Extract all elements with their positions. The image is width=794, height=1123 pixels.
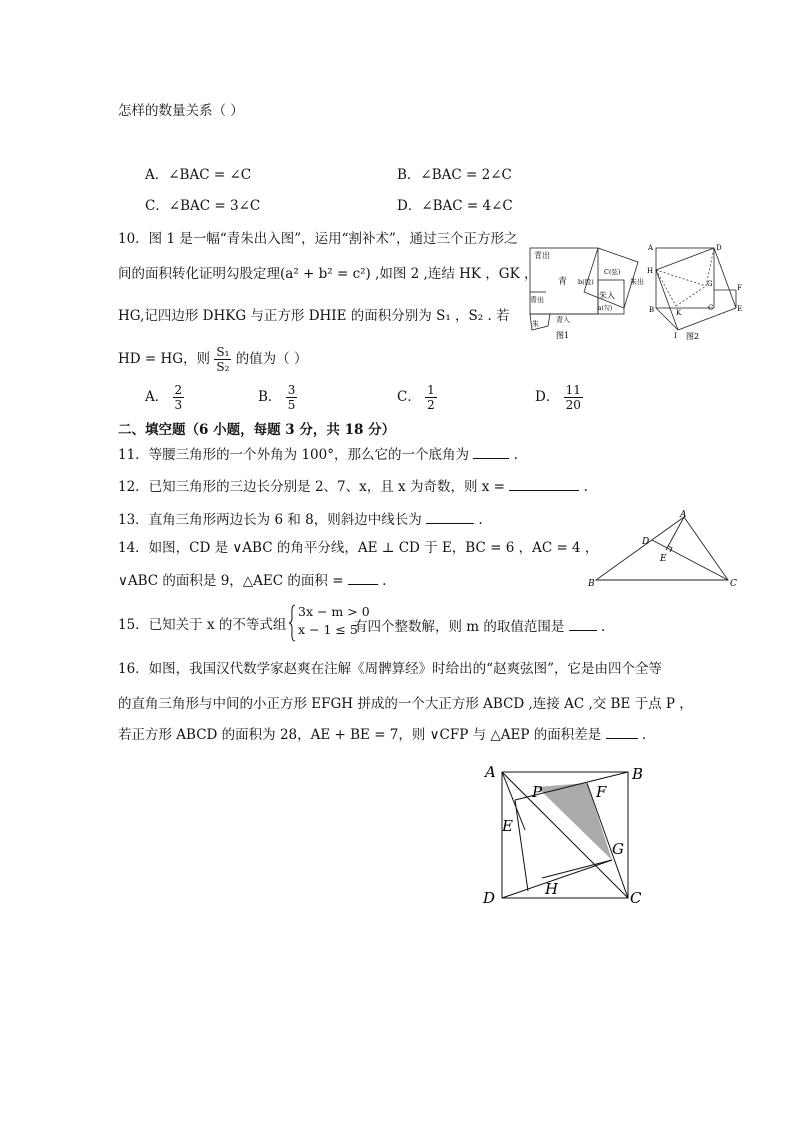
q14-figure	[586, 508, 746, 590]
q10-line1: 10．图 1 是一幅“青朱出入图”，运用“割补术”，通过三个正方形之	[118, 231, 518, 247]
q15-brace	[288, 604, 296, 642]
q14-fig-C: C	[730, 579, 737, 589]
q11-period: .	[513, 447, 518, 463]
q15-ineq2: x − 1 ≤ 5	[298, 622, 358, 637]
q16-period: .	[641, 727, 647, 743]
q10-line2: 间的面积转化证明勾股定理(a² + b² = c²) ,如图 2 ,连结 HK ，GK ，	[118, 266, 538, 282]
fig1-qingchu2: 青出	[530, 296, 544, 304]
fig2-caption: 图2	[686, 332, 700, 341]
q11-answer-blank[interactable]	[473, 444, 509, 459]
q10-fraction	[214, 345, 231, 374]
option-label: C．	[397, 389, 421, 405]
fig1-zhuchu: 朱出	[630, 278, 644, 286]
figure-2	[646, 240, 746, 342]
q13-text: 13．直角三角形两边长为 6 和 8，则斜边中线长为	[118, 512, 422, 528]
q14-period: .	[382, 573, 387, 589]
q16-line1: 16．如图，我国汉代数学家赵爽在注解《周髀算经》时给出的“赵爽弦图”，它是由四个全等	[118, 661, 662, 677]
fig2-F: F	[737, 284, 742, 292]
q14-line1: 14．如图，CD 是 ∨ABC 的角平分线，AE ⊥ CD 于 E，BC = 6 ，AC = 4 ，	[118, 540, 599, 556]
q15-post: 有四个整数解，则 m 的取值范围是	[354, 619, 565, 635]
q10-line4	[118, 345, 307, 374]
q15-post-line	[354, 616, 605, 636]
frac-num: 2	[174, 383, 183, 397]
fig2-C: C	[708, 304, 714, 312]
q9-option-a: A．∠BAC = ∠C	[145, 167, 252, 183]
fig2-H: H	[647, 267, 654, 275]
frac-num: 3	[287, 383, 296, 397]
q10-option-c	[397, 383, 437, 412]
q16-line3-text: 若正方形 ABCD 的面积为 28，AE + BE = 7，则 ∨CFP 与 △AEP 的面积差是	[118, 727, 602, 743]
q9-text: 怎样的数量关系（ ）	[118, 103, 244, 119]
q16-fig-G: G	[612, 840, 624, 858]
frac-num: 11	[565, 383, 581, 397]
fig1-qing: 青	[558, 277, 568, 287]
q15-period: .	[600, 619, 606, 635]
q11	[118, 444, 518, 464]
q10-option-d	[535, 383, 583, 412]
option-label: A．	[145, 389, 169, 405]
q10-line4-pre: HD = HG，则	[118, 351, 211, 367]
q16-fig-B: B	[632, 765, 644, 783]
frac-den: 2	[427, 398, 435, 412]
q10-option-b	[258, 383, 297, 412]
q16-answer-blank[interactable]	[606, 724, 638, 739]
q14-answer-blank[interactable]	[348, 570, 378, 585]
q16-line2: 的直角三角形与中间的小正方形 EFGH 拼成的一个大正方形 ABCD ,连接 AC ,交 BE 于点 P ，	[118, 696, 693, 712]
q9-option-b: B．∠BAC = 2∠C	[397, 167, 512, 183]
fig1-zhu: 朱	[532, 320, 539, 328]
q15-answer-blank[interactable]	[569, 616, 597, 631]
q10-line4-post: 的值为（ ）	[235, 351, 308, 367]
q16-line3	[118, 724, 646, 744]
frac-den: 3	[174, 398, 183, 412]
option-label: B．	[258, 389, 282, 405]
q12	[118, 476, 588, 496]
fig2-B: B	[649, 306, 655, 314]
q9-option-c: C．∠BAC = 3∠C	[145, 198, 261, 214]
q14-line2	[118, 570, 386, 590]
q14-fig-B: B	[588, 579, 595, 589]
q15-pre: 15．已知关于 x 的不等式组	[118, 617, 287, 633]
q16-fig-F: F	[596, 783, 607, 801]
frac-den: 5	[287, 398, 296, 412]
q11-text: 11．等腰三角形的一个外角为 100°，那么它的一个底角为	[118, 447, 469, 463]
fig1-caption: 图1	[556, 331, 570, 340]
q16-fig-P: P	[532, 783, 543, 801]
q15-ineq1: 3x − m > 0	[298, 604, 370, 619]
q14-fig-E: E	[660, 554, 667, 564]
option-label: D．	[535, 389, 560, 405]
fig2-G: G	[707, 280, 713, 288]
fig2-K: K	[676, 309, 682, 317]
figure-1	[526, 240, 648, 342]
fig1-a-label: a(勾)	[598, 305, 613, 312]
q16-fig-H: H	[545, 880, 559, 898]
fig1-b-label: b(股)	[578, 278, 594, 286]
q10-line3: HG,记四边形 DHKG 与正方形 DHIE 的面积分别为 S₁ ，S₂ . 若	[118, 308, 510, 324]
q12-text: 12．已知三角形的三边长分别是 2、7、x，且 x 为奇数，则 x =	[118, 479, 505, 495]
fig2-E: E	[737, 305, 743, 313]
section-2-title: 二、填空题（6 小题，每题 3 分，共 18 分）	[118, 422, 396, 438]
q16-fig-A: A	[485, 763, 496, 781]
q10-frac-num: S₁	[216, 345, 230, 359]
q16-figure	[480, 760, 650, 910]
q13-period: .	[478, 512, 483, 528]
fig2-A: A	[648, 244, 654, 252]
q13	[118, 509, 483, 529]
fig2-I: I	[674, 332, 677, 340]
q16-fig-D: D	[483, 889, 496, 907]
fig2-D: D	[716, 244, 722, 252]
frac-num: 1	[427, 383, 435, 397]
q12-period: .	[583, 479, 588, 495]
fig1-zhuru: 朱入	[599, 291, 615, 300]
q14-fig-A: A	[680, 510, 687, 520]
q9-option-d: D．∠BAC = 4∠C	[397, 198, 513, 214]
q13-answer-blank[interactable]	[426, 509, 474, 524]
fig1-qingchu: 青出	[534, 251, 550, 260]
q16-fig-E: E	[502, 817, 513, 835]
q10-frac-den: S₂	[216, 360, 230, 374]
frac-den: 20	[565, 398, 581, 412]
q12-answer-blank[interactable]	[509, 476, 579, 491]
fig1-c-label: C(弦)	[604, 268, 621, 276]
q14-line2-text: ∨ABC 的面积是 9，△AEC 的面积 =	[118, 573, 344, 589]
q10-option-a	[145, 383, 184, 412]
q14-fig-D: D	[642, 537, 650, 547]
fig1-qingru: 青入	[556, 316, 570, 324]
q16-fig-C: C	[630, 889, 642, 907]
